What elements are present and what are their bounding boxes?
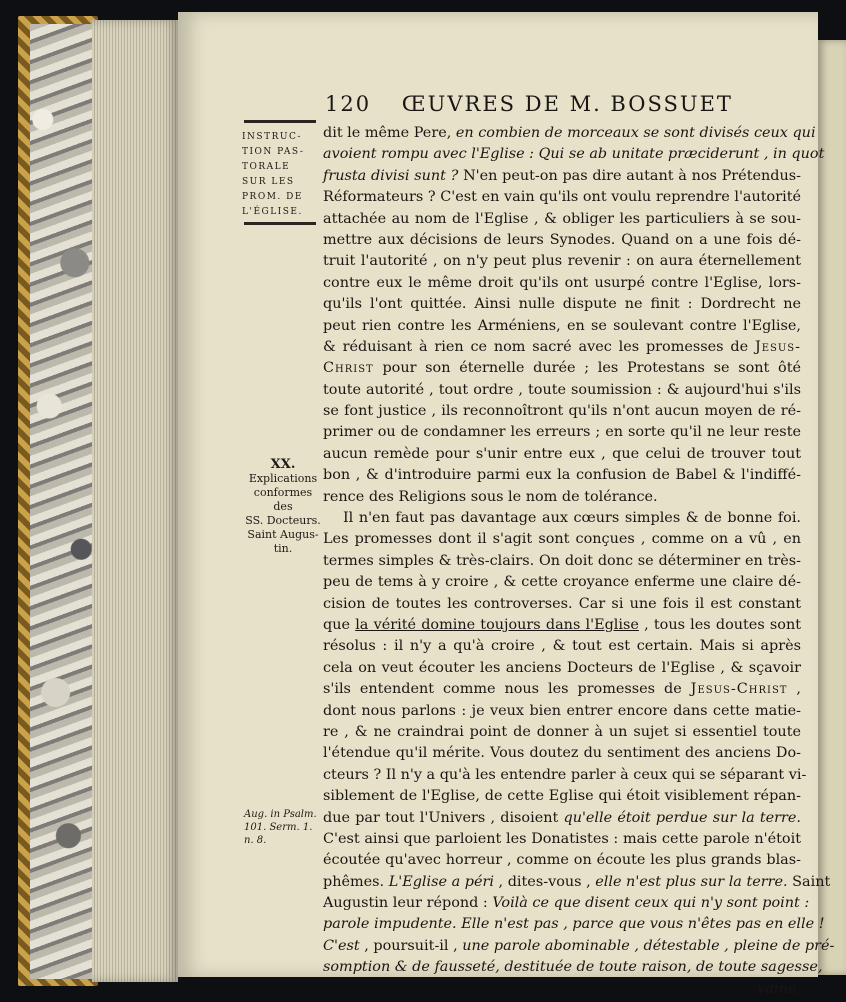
text-segment: résolus : il n'y a qu'à croire , & tout est certain. Mais si après — [323, 638, 801, 655]
page-number: 120 — [325, 92, 372, 116]
facing-page-edge — [818, 40, 846, 975]
text-line — [323, 401, 801, 422]
text-line — [323, 701, 801, 722]
text-line — [323, 658, 801, 679]
sidenote-title-line: TORALE — [242, 162, 291, 172]
sidenote-title-line: TION PAS- — [242, 147, 305, 157]
body-text — [323, 123, 835, 1000]
text-line — [323, 337, 801, 358]
text-segment: , — [787, 681, 801, 698]
text-segment: dont nous parlons : je veux bien entrer encore dans cette matie- — [323, 702, 801, 719]
sidenote-title-line: L'ÉGLISE. — [242, 207, 303, 217]
text-segment: se font justice , ils reconnoîtront qu'ils n'ont aucun moyen de ré- — [323, 403, 801, 420]
text-segment: une parole abominable , détestable , pleine de pré- — [462, 937, 835, 954]
text-segment: peu de tems à y croire , & cette croyance enferme une claire dé- — [323, 574, 801, 591]
text-line — [323, 380, 801, 401]
sidenote-title-line: PROM. DE — [242, 192, 303, 202]
text-line — [323, 251, 801, 272]
reference-line: n. 8. — [244, 835, 267, 846]
text-line — [323, 914, 825, 935]
text-line — [323, 722, 801, 743]
section-summary-line: conformes des — [253, 486, 313, 513]
text-segment: N'en peut-on pas dire autant à nos Prétendus- — [458, 167, 801, 184]
running-header — [325, 92, 795, 116]
text-line — [323, 273, 801, 294]
text-segment: mettre aux décisions de leurs Synodes. Quand on a une fois dé- — [323, 231, 801, 248]
section-summary-line: Explications — [248, 472, 318, 485]
text-segment: phêmes. — [323, 873, 389, 890]
text-segment: , dites-vous , — [493, 873, 596, 890]
sidenote-reference — [244, 808, 322, 847]
section-summary-line: Saint Augus- — [247, 528, 319, 541]
text-segment: pour son éternelle durée ; les Protestans se sont ôté — [373, 360, 801, 377]
running-title: ŒUVRES DE M. BOSSUET — [401, 92, 733, 116]
text-segment: Voilà ce que disent ceux qui n'y sont point : — [492, 895, 810, 912]
text-line — [323, 572, 801, 593]
text-line — [323, 487, 801, 508]
text-line — [323, 166, 801, 187]
text-segment: siblement de l'Eglise, de cette Eglise qui étoit visiblement répan- — [323, 788, 801, 805]
text-line — [323, 209, 801, 230]
text-segment: C'est — [323, 937, 360, 954]
text-segment: bon , & d'introduire parmi eux la confusion de Babel & l'indiffé- — [323, 467, 801, 484]
text-segment: elle n'est plus sur la terre. — [595, 873, 788, 890]
text-line — [323, 123, 816, 144]
text-line — [323, 529, 801, 550]
text-line — [323, 294, 801, 315]
text-line — [323, 187, 801, 208]
text-line — [323, 444, 801, 465]
text-line — [323, 594, 801, 615]
sidenote-title-line: INSTRUC- — [242, 132, 302, 142]
text-segment: Il n'en faut pas davantage aux cœurs simples & de bonne foi. — [343, 510, 801, 527]
text-line — [323, 551, 801, 572]
text-line — [323, 144, 825, 165]
text-line — [323, 743, 801, 764]
text-segment: L'Eglise a péri — [388, 873, 494, 890]
section-summary-line: SS. Docteurs. — [245, 514, 321, 527]
text-segment: toute autorité , tout ordre , toute soumission : & aujourd'hui s'ils — [323, 381, 801, 398]
text-line — [323, 422, 801, 443]
text-line — [323, 316, 801, 337]
text-segment: dit le même Pere, — [323, 125, 456, 141]
text-segment: truit l'autorité , on n'y peut plus revenir : on aura éternellement — [323, 253, 801, 270]
text-segment: re , & ne craindrai point de donner à un sujet si essentiel toute — [323, 723, 801, 740]
text-line — [323, 786, 801, 807]
text-segment: cteurs ? Il n'y a qu'à les entendre parler à ceux qui se séparant vi- — [323, 766, 807, 783]
text-segment: s'ils entendent comme nous les promesses de — [323, 681, 691, 698]
sidebar-rule-top — [244, 120, 316, 123]
text-segment: qu'ils l'ont quittée. Ainsi nulle dispute ne finit : Dordrecht ne — [323, 296, 801, 313]
text-segment: Les promesses dont il s'agit sont conçues , comme on a vû , en — [323, 531, 801, 548]
text-line — [323, 808, 801, 829]
reference-line: Aug. in Psalm. — [244, 809, 317, 820]
text-segment: primer ou de condamner les erreurs ; en sorte qu'il ne leur reste — [323, 424, 801, 441]
text-segment: en combien de morceaux se sont divisés ceux qui — [455, 125, 816, 141]
text-segment: contre eux le même droit qu'ils ont usurpé contre l'Eglise, lors- — [323, 274, 801, 291]
text-segment: cision de toutes les controverses. Car si une fois il est constant — [323, 595, 801, 612]
text-segment: , tous les doutes sont — [638, 616, 801, 633]
text-segment: que — [323, 616, 356, 633]
text-segment: Saint — [787, 873, 831, 890]
text-line — [323, 465, 801, 486]
text-segment: C'est ainsi que parloient les Donatistes : mais cette parole n'étoit — [323, 830, 801, 847]
text-segment: Jesus-Christ — [690, 681, 788, 698]
sidenote-section — [244, 458, 322, 556]
text-segment: frusta divisi sunt ? — [323, 167, 459, 184]
text-line — [323, 893, 810, 914]
sidenote-title — [242, 130, 320, 220]
text-segment: somption & de fausseté, destituée de toute raison, de toute sagesse, — [323, 959, 823, 976]
text-line — [323, 508, 801, 529]
text-line — [323, 765, 807, 786]
text-line — [323, 829, 801, 850]
text-segment: aucun remède pour s'unir entre eux , que celui de trouver tout — [323, 445, 801, 462]
text-line — [323, 636, 801, 657]
text-segment: qu'elle étoit perdue sur la terre. — [563, 809, 801, 826]
text-segment: attachée au nom de l'Eglise , & obliger les particuliers à se sou- — [323, 210, 801, 227]
text-segment: vaine, — [757, 980, 801, 997]
text-line — [323, 679, 801, 700]
underlined-phrase: la vérité domine toujours dans l'Eglise — [355, 616, 639, 633]
text-line — [323, 936, 835, 957]
text-line — [323, 615, 801, 636]
text-segment: cela on veut écouter les anciens Docteurs de l'Eglise , & sçavoir — [323, 659, 801, 676]
text-line — [323, 979, 801, 1000]
text-segment: avoient rompu avec l'Eglise : Qui se ab unitate præciderunt , in quot — [323, 146, 825, 163]
text-segment: l'étendue qu'il mérite. Vous doutez du sentiment des anciens Do- — [323, 745, 801, 762]
text-line — [323, 850, 801, 871]
text-segment: Réformateurs ? C'est en vain qu'ils ont voulu reprendre l'autorité — [323, 189, 801, 206]
text-segment: parole impudente. Elle n'est pas , parce que vous n'êtes pas en elle ! — [323, 916, 825, 933]
text-line — [323, 230, 801, 251]
section-summary-line: tin. — [273, 542, 293, 555]
sidenote-title-line: SUR LES — [242, 177, 295, 187]
marbled-endpaper — [30, 24, 94, 979]
section-summary — [244, 472, 322, 556]
text-segment: termes simples & très-clairs. On doit donc se déterminer en très- — [323, 552, 801, 569]
text-segment: Augustin leur répond : — [323, 895, 493, 912]
reference-line: 101. Serm. 1. — [244, 822, 313, 833]
text-segment: peut rien contre les Arméniens, en se soulevant contre l'Eglise, — [323, 317, 801, 334]
text-line — [323, 872, 831, 893]
text-segment: écoutée qu'avec horreur , comme on écoute les plus grands blas- — [323, 852, 801, 869]
section-number: XX. — [270, 457, 296, 472]
text-segment: due par tout l'Univers , disoient — [323, 809, 564, 826]
text-line — [323, 957, 823, 978]
text-segment: , poursuit-il , — [359, 937, 463, 954]
text-segment: Jesus- — [754, 338, 801, 355]
text-line — [323, 358, 801, 379]
sidebar-rule-bottom — [244, 222, 316, 225]
text-segment: rence des Religions sous le nom de tolérance. — [323, 488, 658, 505]
page-edges — [92, 20, 178, 982]
text-segment: Christ — [323, 360, 374, 377]
text-segment: & réduisant à rien ce nom sacré avec les promesses de — [323, 338, 755, 355]
